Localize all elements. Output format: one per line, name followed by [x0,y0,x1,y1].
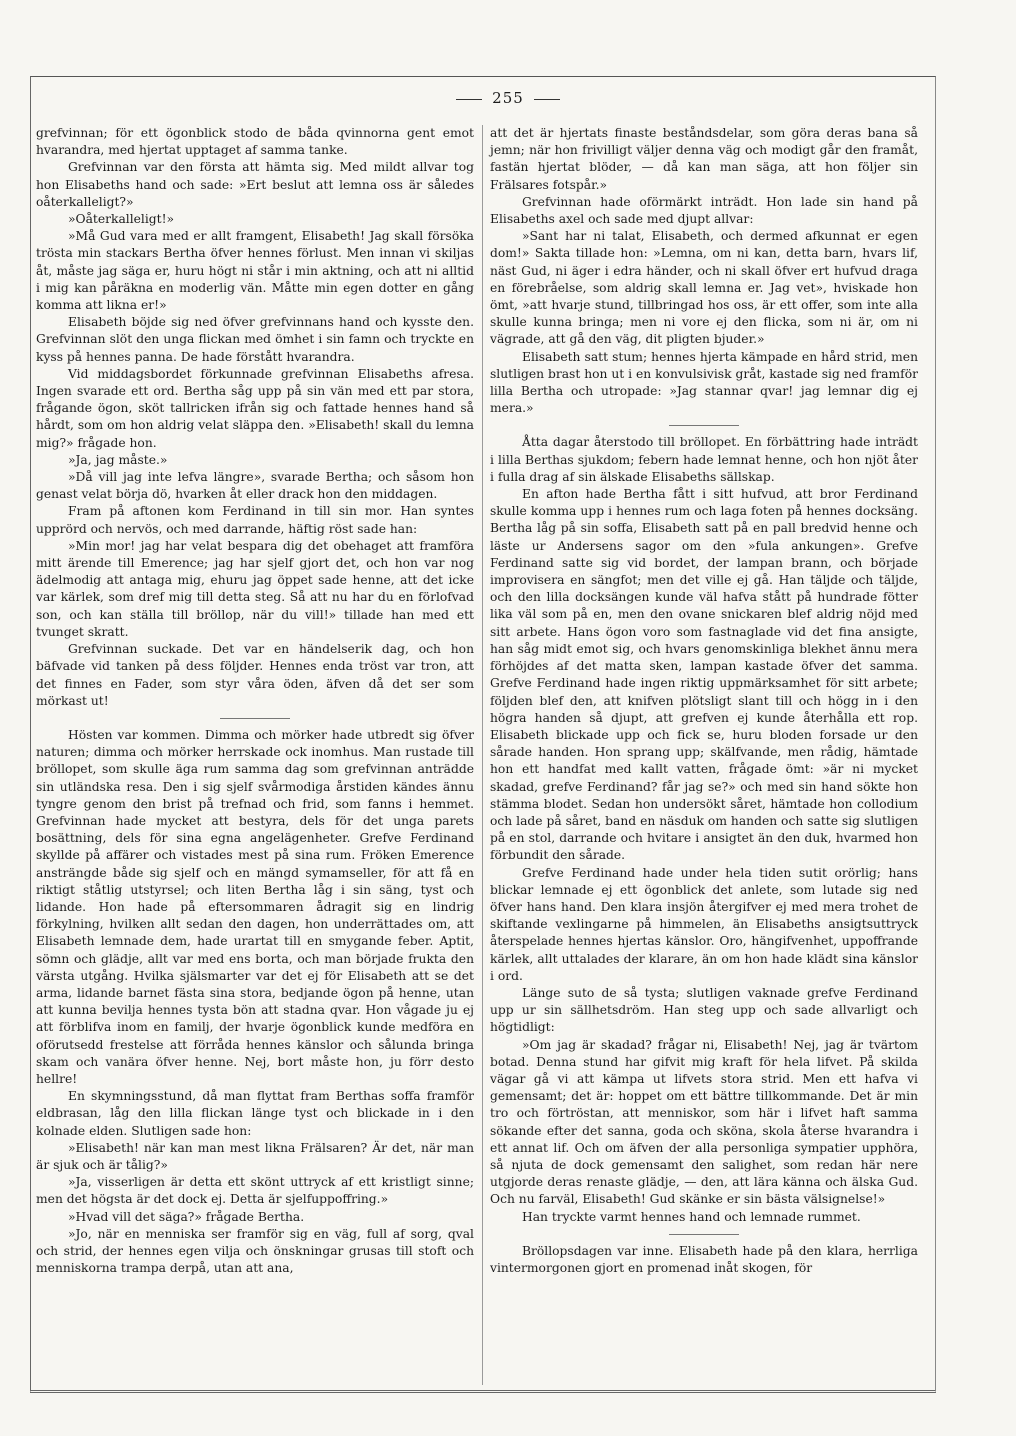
paragraph: Grefve Ferdinand hade under hela tiden sutit orörlig; hans blickar lemnade ej ett ögonblick det anlete, som lutade sig ned öfver hans hand. Den klara insjön återgifver ej med mera trohet de skiftande vexlingarne på himmelen, än Elisabeths ansigtsuttryck återspelade hennes hjertas känslor. Oro, hängifvenhet, uppoffrande kärlek, allt uttalades der klarare, än om hon hade klädt sina känslor i ord. [490,865,918,983]
page-number-dash-right [534,99,560,100]
page-number-text: 255 [492,89,524,107]
paragraph: Bröllopsdagen var inne. Elisabeth hade på den klara, herrliga vintermorgonen gjort en promenad inåt skogen, för [490,1243,918,1275]
paragraph: En afton hade Bertha fått i sitt hufvud, att bror Ferdinand skulle komma upp i hennes rum och laga foten på hennes docksäng. Bertha låg på sin soffa, Elisabeth satt på en pall bredvid henne och läste ur Andersens sagor om den »fula ankungen». Grefve Ferdinand satte sig vid bordet, der lampan brann, och började improvisera en sängfot; men det ville ej gå. Han täljde och täljde, och den lilla docksängen kunde väl hafva stått på hundrade fötter lika väl som på en, men den ovane snickaren blef aldrig nöjd med sitt arbete. Hans ögon voro som fastnaglade vid det fina ansigte, han såg midt emot sig, och hvars genomskinliga blekhet ännu mera förhöjdes af det matta sken, lampan kastade öfver det samma. Grefve Ferdinand hade ingen riktig uppmärksamhet för sitt arbete; följden blef den, att knifven plötsligt slant till och högg in i den högra handen så djupt, att grefven ej kunde återhålla ett rop. Elisabeth blickade upp och fick se, huru bloden forsade ur den sårade handen. Hon sprang upp; skälfvande, men rådig, hämtade hon ett handfat med kallt vatten, frågade ömt: »är ni mycket skadad, grefve Ferdinand? får jag se?» och med sin hand sökte hon stämma blodet. Sedan hon undersökt såret, hämtade hon collodium och lade på såret, band en näsduk om handen och satte sig slutligen på en stol, darrande och hvitare i ansigtet än den duk, hvarmed hon förbundit den sårade. [490,487,918,863]
paragraph: »Då vill jag inte lefva längre», svarade Bertha; och såsom hon genast velat börja dö, hvarken åt eller drack hon den middagen. [36,470,474,502]
paragraph: »Min mor! jag har velat bespara dig det obehaget att framföra mitt ärende till Emerence; jag har sjelf gjort det, och hon var nog ädelmodig att antaga mig, ehuru jag öppet sade henne, att det icke var kärlek, som dref mig till detta steg. Så att nu har du en förlofvad son, och kan ställa till bröllop, när du vill!» tillade han med ett tvunget skratt. [36,538,474,639]
right-column [490,125,918,1277]
paragraph: Fram på aftonen kom Ferdinand in till sin mor. Han syntes upprörd och nervös, och med darrande, häftig röst sade han: [36,504,474,536]
paragraph: Grefvinnan suckade. Det var en händelserik dag, och hon bäfvade vid tanken på dess följder. Hennes enda tröst var tron, att det finnes en Fader, som styr våra öden, äfven då det ser som mörkast ut! [36,642,474,708]
paragraph: »Om jag är skadad? frågar ni, Elisabeth! Nej, jag är tvärtom botad. Denna stund har gifvit mig kraft för hela lifvet. På skilda vägar gå vi att kämpa ut lifvets stora strid. Men ett hafva vi gemensamt; det är: hoppet om ett bättre tillkommande. Det är min tro och förtröstan, att menniskor, som här i lifvet haft samma sökande efter det sanna, goda och sköna, skola återse hvarandra i ett annat lif. Och om äfven der alla personliga sympatier upphöra, så njuta de dock gemensamt den salighet, som redan här nere utgjorde deras renaste glädje, — den, att lära känna och älska Gud. Och nu farväl, Elisabeth! Gud skänke er sin bästa välsignelse!» [490,1037,918,1207]
paragraph: »Sant har ni talat, Elisabeth, och dermed afkunnat er egen dom!» Sakta tillade hon: »Lemna, om ni kan, detta barn, hvars lif, näst Gud, ni äger i edra händer, och ni skall öfver ert hufvud draga en förebråelse, som aldrig skall lemna er. Jag vet», hviskade hon ömt, »att hvarje stund, tillbringad hos oss, är ett offer, som inte alla skulle kunna bringa; men ni vore ej den flicka, som ni är, om ni vägrade, att gå den väg, dit pligten bjuder.» [490,229,918,347]
paragraph: »Elisabeth! när kan man mest likna Frälsaren? Är det, när man är sjuk och är tålig?» [36,1140,474,1172]
paragraph: »Oåterkalleligt!» [67,212,175,227]
paragraph: Hösten var kommen. Dimma och mörker hade utbredt sig öfver naturen; dimma och mörker herrskade ock inomhus. Man rustade till bröllopet, som skulle äga rum samma dag som grefvinnan anträdde sin utländska resa. Den i sig sjelf svårmodiga årstiden kändes ännu tyngre genom den brist på trefnad och frid, som fanns i hemmet. Grefvinnan hade mycket att bestyra, dels för det unga parets bosättning, dels för sina egna angelägenheter. Grefve Ferdinand skyllde på affärer och vistades mest på sina rum. Fröken Emerence ansträngde både sig sjelf och en mängd symamseller, för att få en riktigt ståtlig utstyrsel; och liten Bertha låg i sin säng, tyst och lidande. Hon hade på eftersommaren ådragit sig en lindrig förkylning, hvilken allt sedan den dagen, hon underrättades om, att Elisabeth lemnade dem, hade urartat till en smygande feber. Aptit, sömn och glädje, allt var med ens borta, och man började frukta den värsta utgång. Hvilka själsmarter var det ej för Elisabeth att se det arma, lidande barnet fästa sina stora, bedjande ögon på henne, utan att kunna bevilja hennes tysta bön att stadna qvar. Hon vågade ju ej att förblifva inom en familj, der hvarje ögonblick kunde medföra en oförutsedd frestelse att förråda hennes känslor och sålunda bringa skam och vanära öfver henne. Nej, bort måste hon, ju förr desto hellre! [36,727,474,1086]
paragraph: Elisabeth böjde sig ned öfver grefvinnans hand och kysste den. Grefvinnan slöt den unga flickan med ömhet i sin famn och tryckte en kyss på hennes panna. De hade förstått hvarandra. [36,315,474,364]
section-separator [220,718,290,719]
section-separator [669,425,739,426]
paragraph: En skymningsstund, då man flyttat fram Berthas soffa framför eldbrasan, låg den lilla flickan länge tyst och blickade in i den kolnade elden. Slutligen sade hon: [36,1089,474,1138]
column-divider [482,125,483,1385]
page-number-dash-left [456,99,482,100]
paragraph: Länge suto de så tysta; slutligen vaknade grefve Ferdinand upp ur sin sällhetsdröm. Han steg upp och sade allvarligt och högtidligt: [490,985,918,1035]
paragraph: »Hvad vill det säga?» frågade Bertha. [67,1209,305,1224]
paragraph: Grefvinnan hade oförmärkt inträdt. Hon lade sin hand på Elisabeths axel och sade med djupt allvar: [490,194,918,227]
section-separator [669,1234,739,1235]
paragraph: Åtta dagar återstodo till bröllopet. En förbättring hade inträdt i lilla Berthas sjukdom; febern hade lemnat henne, och hon njöt åter i fulla drag af sin älskade Elisabeths sällskap. [490,435,918,484]
paragraph: »Ja, jag måste.» [67,452,168,467]
paragraph: att det är hjertats finaste beståndsdelar, som göra deras bana så jemn; när hon frivilligt väljer denna väg och modigt går den framåt, fastän hjertat blöder, — då kan man säga, att hon följer sin Frälsares fotspår.» [490,126,918,192]
paragraph: »Ja, visserligen är detta ett skönt uttryck af ett kristligt sinne; men det högsta är det dock ej. Detta är sjelfuppoffring.» [36,1175,474,1207]
paragraph: Grefvinnan var den första att hämta sig. Med mildt allvar tog hon Elisabeths hand och sade: »Ert beslut att lemna oss är således oåterkalleligt?» [36,160,474,209]
paragraph: Han tryckte varmt hennes hand och lemnade rummet. [521,1209,861,1224]
paragraph: Vid middagsbordet förkunnade grefvinnan Elisabeths afresa. Ingen svarade ett ord. Bertha såg upp på sin vän med ett par stora, frågande ögon, sköt tallricken ifrån sig och fattade hennes hand så hårdt, som om hon aldrig velat släppa den. »Elisabeth! skall du lemna mig?» frågade hon. [36,366,474,450]
paragraph: Elisabeth satt stum; hennes hjerta kämpade en hård strid, men slutligen brast hon ut i en konvulsivisk gråt, kastade sig ned framför lilla Bertha och utropade: »Jag stannar qvar! jag lemnar dig ej mera.» [490,349,918,416]
paragraph: »Jo, när en menniska ser framför sig en väg, full af sorg, qval och strid, der hennes egen vilja och önskningar grusas till stoft och menniskorna trampa derpå, utan att ana, [36,1226,474,1276]
paragraph: grefvinnan; för ett ögonblick stodo de båda qvinnorna gent emot hvarandra, med hjertat upptaget af samma tanke. [36,126,474,158]
page-number [0,89,1016,107]
left-column [36,125,474,1277]
paragraph: »Må Gud vara med er allt framgent, Elisabeth! Jag skall försöka trösta min stackars Bertha öfver hennes förlust. Men innan vi skiljas åt, måste jag säga er, huru högt ni står i min aktning, och att ni alltid i mig kan påräkna en moderlig vän. Måtte min egen dotter en gång komma att likna er!» [36,229,474,313]
